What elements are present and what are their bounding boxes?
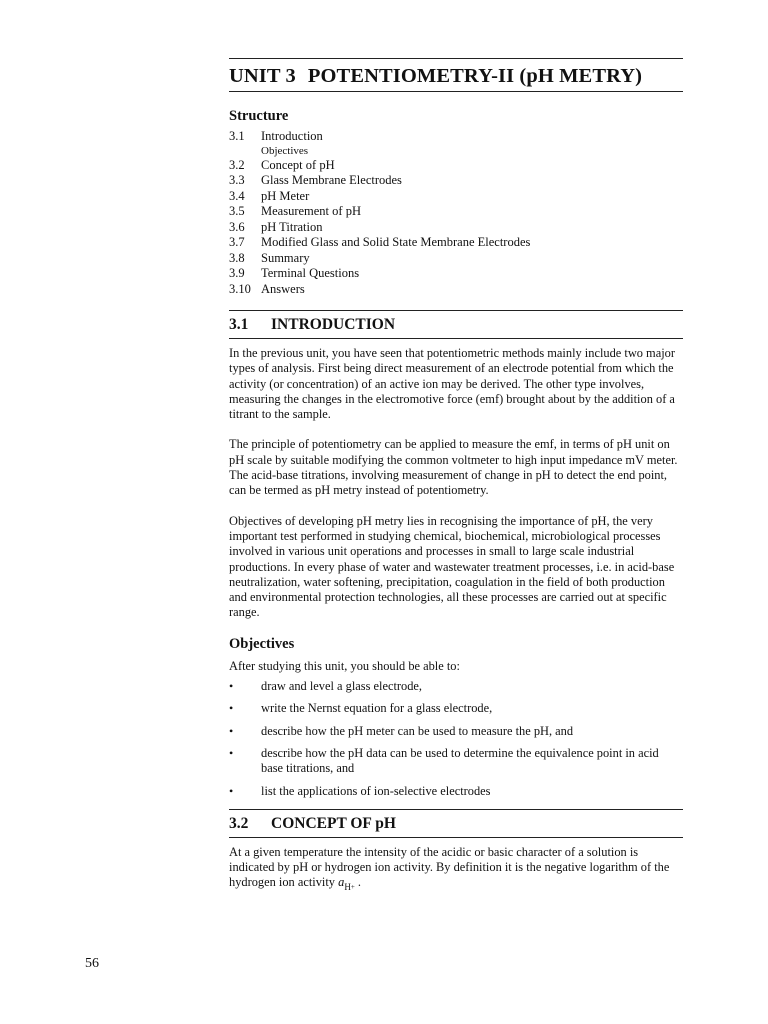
objective-text: list the applications of ion-selective electrodes [261, 783, 491, 798]
objectives-heading: Objectives [229, 635, 295, 652]
toc-item [229, 235, 683, 251]
objectives-lead: After studying this unit, you should be able to: [229, 658, 460, 673]
toc-item-label: Terminal Questions [261, 266, 360, 280]
toc-item [229, 158, 683, 174]
introduction-paragraph: Objectives of developing pH metry lies in recognising the importance of pH, the very important test performed in studying chemical, biochemical, microbiological processes involved in various unit operations and processes in small to large scale industrial productions. In every phase of water and wastewater treatment processes, i.e. in acid-base neutralization, water softening, precipitation, coagulation in the field of both production and environmental protection technologies, all these processes are carried out at specific range. [229, 513, 675, 620]
toc-item [229, 282, 683, 298]
toc-item [229, 251, 683, 267]
toc-item-label: Answers [261, 281, 305, 296]
section-title: INTRODUCTION [271, 316, 396, 333]
sentence-end: . [354, 875, 361, 890]
toc-item-number: 3.10 [229, 281, 251, 296]
bullet-icon: • [229, 783, 234, 798]
bullet-icon: • [229, 723, 234, 738]
toc-item-number: 3.2 [229, 157, 245, 172]
concept-paragraph [229, 845, 683, 896]
objective-text: describe how the pH data can be used to determine the equivalence point in acid base titrations, and [261, 745, 659, 776]
objective-item [229, 784, 683, 799]
structure-heading: Structure [229, 108, 289, 124]
bullet-icon: • [229, 745, 234, 760]
section-number: 3.2 [229, 814, 249, 832]
introduction-body [229, 346, 683, 621]
document-page [229, 58, 683, 896]
toc-item [229, 220, 683, 236]
toc-item-number: 3.6 [229, 219, 245, 234]
bullet-icon: • [229, 679, 234, 694]
superscript-plus: + [350, 883, 355, 892]
section-title: CONCEPT OF pH [271, 814, 396, 832]
page-number: 56 [85, 956, 99, 971]
bullet-icon: • [229, 701, 234, 716]
objective-text: draw and level a glass electrode, [261, 679, 423, 694]
toc-item-label: Modified Glass and Solid State Membrane Electrodes [261, 235, 531, 249]
toc-item [229, 189, 683, 205]
toc-item-label: Measurement of pH [261, 204, 361, 218]
toc-item-number: 3.5 [229, 204, 245, 218]
toc-item-label: pH Titration [261, 219, 323, 234]
toc-item-label: Concept of pH [261, 157, 335, 172]
unit-title [229, 58, 683, 92]
subscript-h: H [344, 882, 351, 893]
toc-item-label: Introduction [261, 129, 323, 143]
objective-item [229, 746, 683, 777]
toc-item [229, 173, 683, 189]
table-of-contents [229, 129, 683, 297]
toc-item-number: 3.9 [229, 266, 245, 280]
objective-item [229, 701, 683, 716]
hydrogen-activity-subscript [344, 882, 354, 892]
concept-text: At a given temperature the intensity of the acidic or basic character of a solution is indicated by pH or hydrogen ion activity. By definition it is the negative logarithm of the hydrogen ion activity [229, 844, 670, 890]
toc-item [229, 266, 683, 282]
objectives-list [229, 679, 683, 799]
toc-item [229, 204, 683, 220]
section-heading-introduction [229, 310, 683, 339]
objective-text: write the Nernst equation for a glass electrode, [261, 701, 493, 716]
toc-item-number: 3.1 [229, 129, 245, 143]
introduction-paragraph: The principle of potentiometry can be applied to measure the emf, in terms of pH unit on pH scale by suitable modifying the common voltmeter to high input impedance mV meter. The acid-base titrations, involving measurement of change in pH to detect the end point, can be termed as pH metry instead of potentiometry. [229, 437, 678, 498]
toc-item-number: 3.8 [229, 250, 245, 265]
objective-item [229, 679, 683, 694]
toc-item-label: Glass Membrane Electrodes [261, 173, 402, 187]
toc-item-label: Summary [261, 250, 310, 265]
objective-text: describe how the pH meter can be used to measure the pH, and [261, 723, 574, 738]
hydrogen-activity-symbol: a [338, 875, 345, 890]
unit-name: POTENTIOMETRY-II (pH METRY) [307, 65, 643, 87]
toc-subitem: Objectives [261, 144, 309, 157]
toc-item [229, 129, 683, 145]
unit-number: UNIT 3 [229, 65, 296, 87]
section-number: 3.1 [229, 316, 249, 333]
toc-item-number: 3.4 [229, 188, 245, 203]
introduction-paragraph: In the previous unit, you have seen that potentiometric methods mainly include two major types of analysis. First being direct measurement of an electrode potential from which the activity (or concentration) of an active ion may be derived. The other type involves, measuring the changes in the electromotive force (emf) brought about by the addition of a titrant to the sample. [229, 346, 675, 422]
toc-item-label: pH Meter [261, 188, 310, 203]
toc-item-number: 3.3 [229, 173, 245, 187]
toc-item-number: 3.7 [229, 235, 245, 249]
section-heading-concept-of-ph [229, 809, 683, 838]
objective-item [229, 724, 683, 739]
